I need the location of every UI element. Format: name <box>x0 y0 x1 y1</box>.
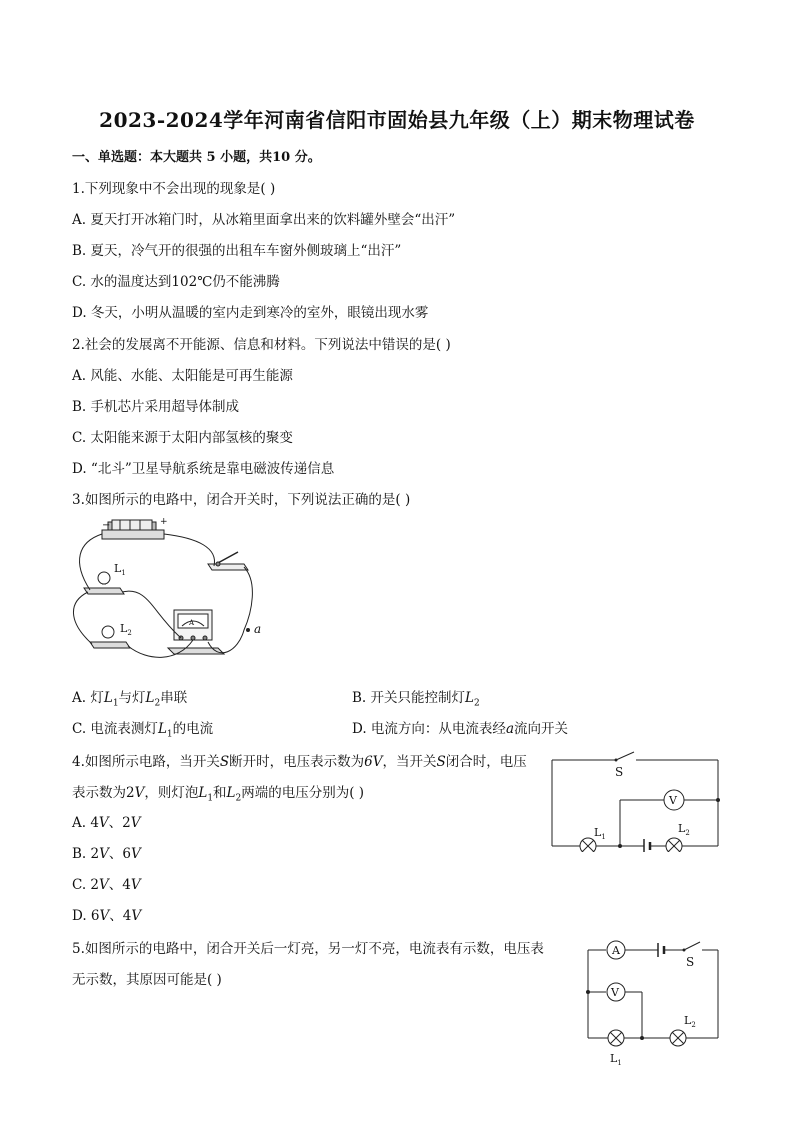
q1-option-c: C. 水的温度达到102℃仍不能沸腾 <box>72 274 280 290</box>
q4-option-c: C. 2V、4V <box>72 877 141 893</box>
fig5-l2-label: $L_2$ <box>684 1014 696 1029</box>
q1-option-a: A. 夏天打开冰箱门时，从冰箱里面拿出来的饮料罐外壁会“出汗” <box>72 212 456 228</box>
q5-circuit-figure <box>580 930 724 1070</box>
q4-option-b: B. 2V、6V <box>72 846 141 862</box>
fig4-voltmeter-label: V <box>669 794 677 807</box>
fig4-l1-label: $L_1$ <box>594 826 606 841</box>
fig3-l1-label: $L_1$ <box>114 562 126 577</box>
q2-stem: 2.社会的发展离不开能源、信息和材料。下列说法中错误的是( ) <box>72 337 451 353</box>
q2-option-b: B. 手机芯片采用超导体制成 <box>72 399 240 415</box>
battery-minus-label: − <box>102 520 111 531</box>
fig3-point-a-label: a <box>254 622 262 636</box>
fig3-ammeter-label: A <box>189 619 195 627</box>
q4-circuit-figure <box>548 748 724 852</box>
q1-option-d: D. 冬天，小明从温暖的室内走到寒冷的室外，眼镜出现水雾 <box>72 305 429 321</box>
q4-stem-line2: 表示数为2V，则灯泡$L_1$和$L_2$两端的电压分别为( ) <box>72 785 365 804</box>
q3-option-a: A. 灯$L_1$与灯$L_2$串联 <box>72 690 188 709</box>
q4-stem-line1: 4.如图所示电路，当开关S断开时，电压表示数为6V，当开关S闭合时，电压 <box>72 754 527 770</box>
fig5-l1-label: $L_1$ <box>610 1052 622 1067</box>
section-heading: 一、单选题：本大题共 5 小题，共10 分。 <box>72 150 321 165</box>
q2-option-d: D. “北斗”卫星导航系统是靠电磁波传递信息 <box>72 461 335 477</box>
paper-title: 2023-2024学年河南省信阳市固始县九年级（上）期末物理试卷 <box>99 108 695 132</box>
q2-option-a: A. 风能、水能、太阳能是可再生能源 <box>72 368 293 384</box>
fig5-switch-label: S <box>686 955 695 969</box>
fig4-switch-label: S <box>615 765 624 779</box>
q3-option-d: D. 电流方向：从电流表经a流向开关 <box>352 721 568 737</box>
q1-option-b: B. 夏天，冷气开的很强的出租车车窗外侧玻璃上“出汗” <box>72 243 402 259</box>
q5-stem-line2: 无示数，其原因可能是( ) <box>72 972 222 988</box>
q3-circuit-figure <box>68 512 278 677</box>
fig5-voltmeter-label: V <box>611 986 619 999</box>
fig5-ammeter-label: A <box>612 944 620 957</box>
q4-option-d: D. 6V、4V <box>72 908 142 924</box>
fig4-l2-label: $L_2$ <box>678 822 690 837</box>
q4-option-a: A. 4V、2V <box>72 815 141 831</box>
q3-option-b: B. 开关只能控制灯$L_2$ <box>352 690 480 709</box>
q3-option-c: C. 电流表测灯$L_1$的电流 <box>72 721 214 740</box>
q2-option-c: C. 太阳能来源于太阳内部氢核的聚变 <box>72 430 293 446</box>
q1-stem: 1.下列现象中不会出现的现象是( ) <box>72 181 276 197</box>
q3-stem: 3.如图所示的电路中，闭合开关时，下列说法正确的是( ) <box>72 492 411 508</box>
fig3-l2-label: $L_2$ <box>120 622 132 637</box>
q5-stem-line1: 5.如图所示的电路中，闭合开关后一灯亮，另一灯不亮，电流表有示数，电压表 <box>72 941 544 957</box>
battery-plus-label: + <box>160 517 168 527</box>
